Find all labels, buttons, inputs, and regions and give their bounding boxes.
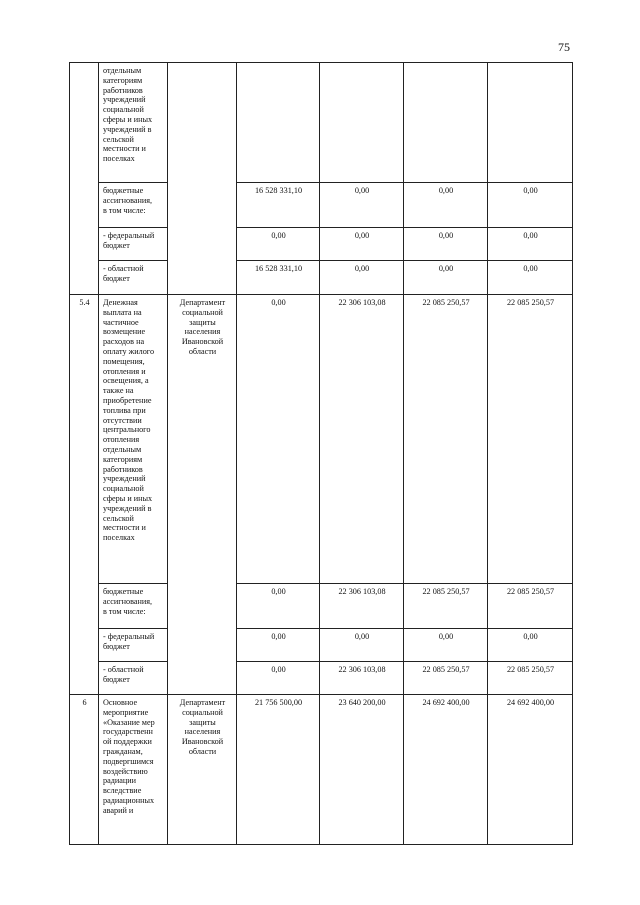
- description-cell: отдельным категориям работников учреждений социальной сферы и иных учреждений в сельской местности и поселках: [99, 63, 168, 183]
- executor-cell: [168, 63, 237, 295]
- value-cell: 16 528 331,10: [237, 261, 320, 295]
- table-row: [70, 183, 573, 228]
- value-cell: 0,00: [237, 295, 320, 584]
- value-cell: 23 640 200,00: [320, 695, 404, 845]
- description-cell: - федеральный бюджет: [99, 228, 168, 261]
- value-cell: 0,00: [237, 228, 320, 261]
- value-cell: 0,00: [237, 662, 320, 695]
- table-row: [70, 228, 573, 261]
- value-cell: 22 085 250,57: [404, 295, 488, 584]
- value-cell: 0,00: [488, 183, 573, 228]
- table-row: [70, 295, 573, 584]
- value-cell: 0,00: [488, 629, 573, 662]
- table-row: [70, 629, 573, 662]
- row-number-cell: 5.4: [70, 295, 99, 695]
- value-cell: [237, 63, 320, 183]
- value-cell: 22 085 250,57: [488, 295, 573, 584]
- value-cell: 0,00: [488, 261, 573, 295]
- value-cell: [320, 63, 404, 183]
- description-cell: Денежная выплата на частичное возмещение расходов на оплату жилого помещения, отопления и освещения, а также на приобретение топлива при отсутствии центрального отопления отдельным категориям работников учреждений социальной сферы и иных учреждений в сельской местности и поселках: [99, 295, 168, 584]
- value-cell: 22 306 103,08: [320, 295, 404, 584]
- value-cell: 22 085 250,57: [404, 584, 488, 629]
- value-cell: 21 756 500,00: [237, 695, 320, 845]
- page-number: 75: [558, 40, 570, 54]
- value-cell: 22 085 250,57: [488, 662, 573, 695]
- value-cell: 0,00: [320, 261, 404, 295]
- description-cell: - федеральный бюджет: [99, 629, 168, 662]
- description-cell: бюджетные ассигнования, в том числе:: [99, 183, 168, 228]
- value-cell: 0,00: [320, 228, 404, 261]
- table-row: [70, 261, 573, 295]
- table-row: [70, 584, 573, 629]
- table-row: [70, 695, 573, 845]
- value-cell: 16 528 331,10: [237, 183, 320, 228]
- value-cell: [488, 63, 573, 183]
- budget-table: [69, 62, 573, 845]
- value-cell: 0,00: [404, 228, 488, 261]
- value-cell: 24 692 400,00: [488, 695, 573, 845]
- value-cell: 0,00: [404, 629, 488, 662]
- table-row: [70, 662, 573, 695]
- description-cell: бюджетные ассигнования, в том числе:: [99, 584, 168, 629]
- value-cell: 0,00: [320, 629, 404, 662]
- value-cell: 0,00: [237, 629, 320, 662]
- value-cell: 0,00: [404, 183, 488, 228]
- row-number-cell: 6: [70, 695, 99, 845]
- value-cell: 0,00: [320, 183, 404, 228]
- value-cell: 22 085 250,57: [404, 662, 488, 695]
- value-cell: [404, 63, 488, 183]
- value-cell: 0,00: [237, 584, 320, 629]
- executor-cell: Департамент социальной защиты населения Ивановской области: [168, 295, 237, 695]
- description-cell: - областной бюджет: [99, 261, 168, 295]
- value-cell: 22 306 103,08: [320, 662, 404, 695]
- row-number-cell: [70, 63, 99, 295]
- value-cell: 0,00: [488, 228, 573, 261]
- value-cell: 22 306 103,08: [320, 584, 404, 629]
- value-cell: 24 692 400,00: [404, 695, 488, 845]
- description-cell: Основное мероприятие «Оказание мер государственн ой поддержки гражданам, подвергшимся воздействию радиации вследствие радиационных аварий и: [99, 695, 168, 845]
- executor-cell: Департамент социальной защиты населения Ивановской области: [168, 695, 237, 845]
- description-cell: - областной бюджет: [99, 662, 168, 695]
- value-cell: 0,00: [404, 261, 488, 295]
- value-cell: 22 085 250,57: [488, 584, 573, 629]
- table-row: [70, 63, 573, 183]
